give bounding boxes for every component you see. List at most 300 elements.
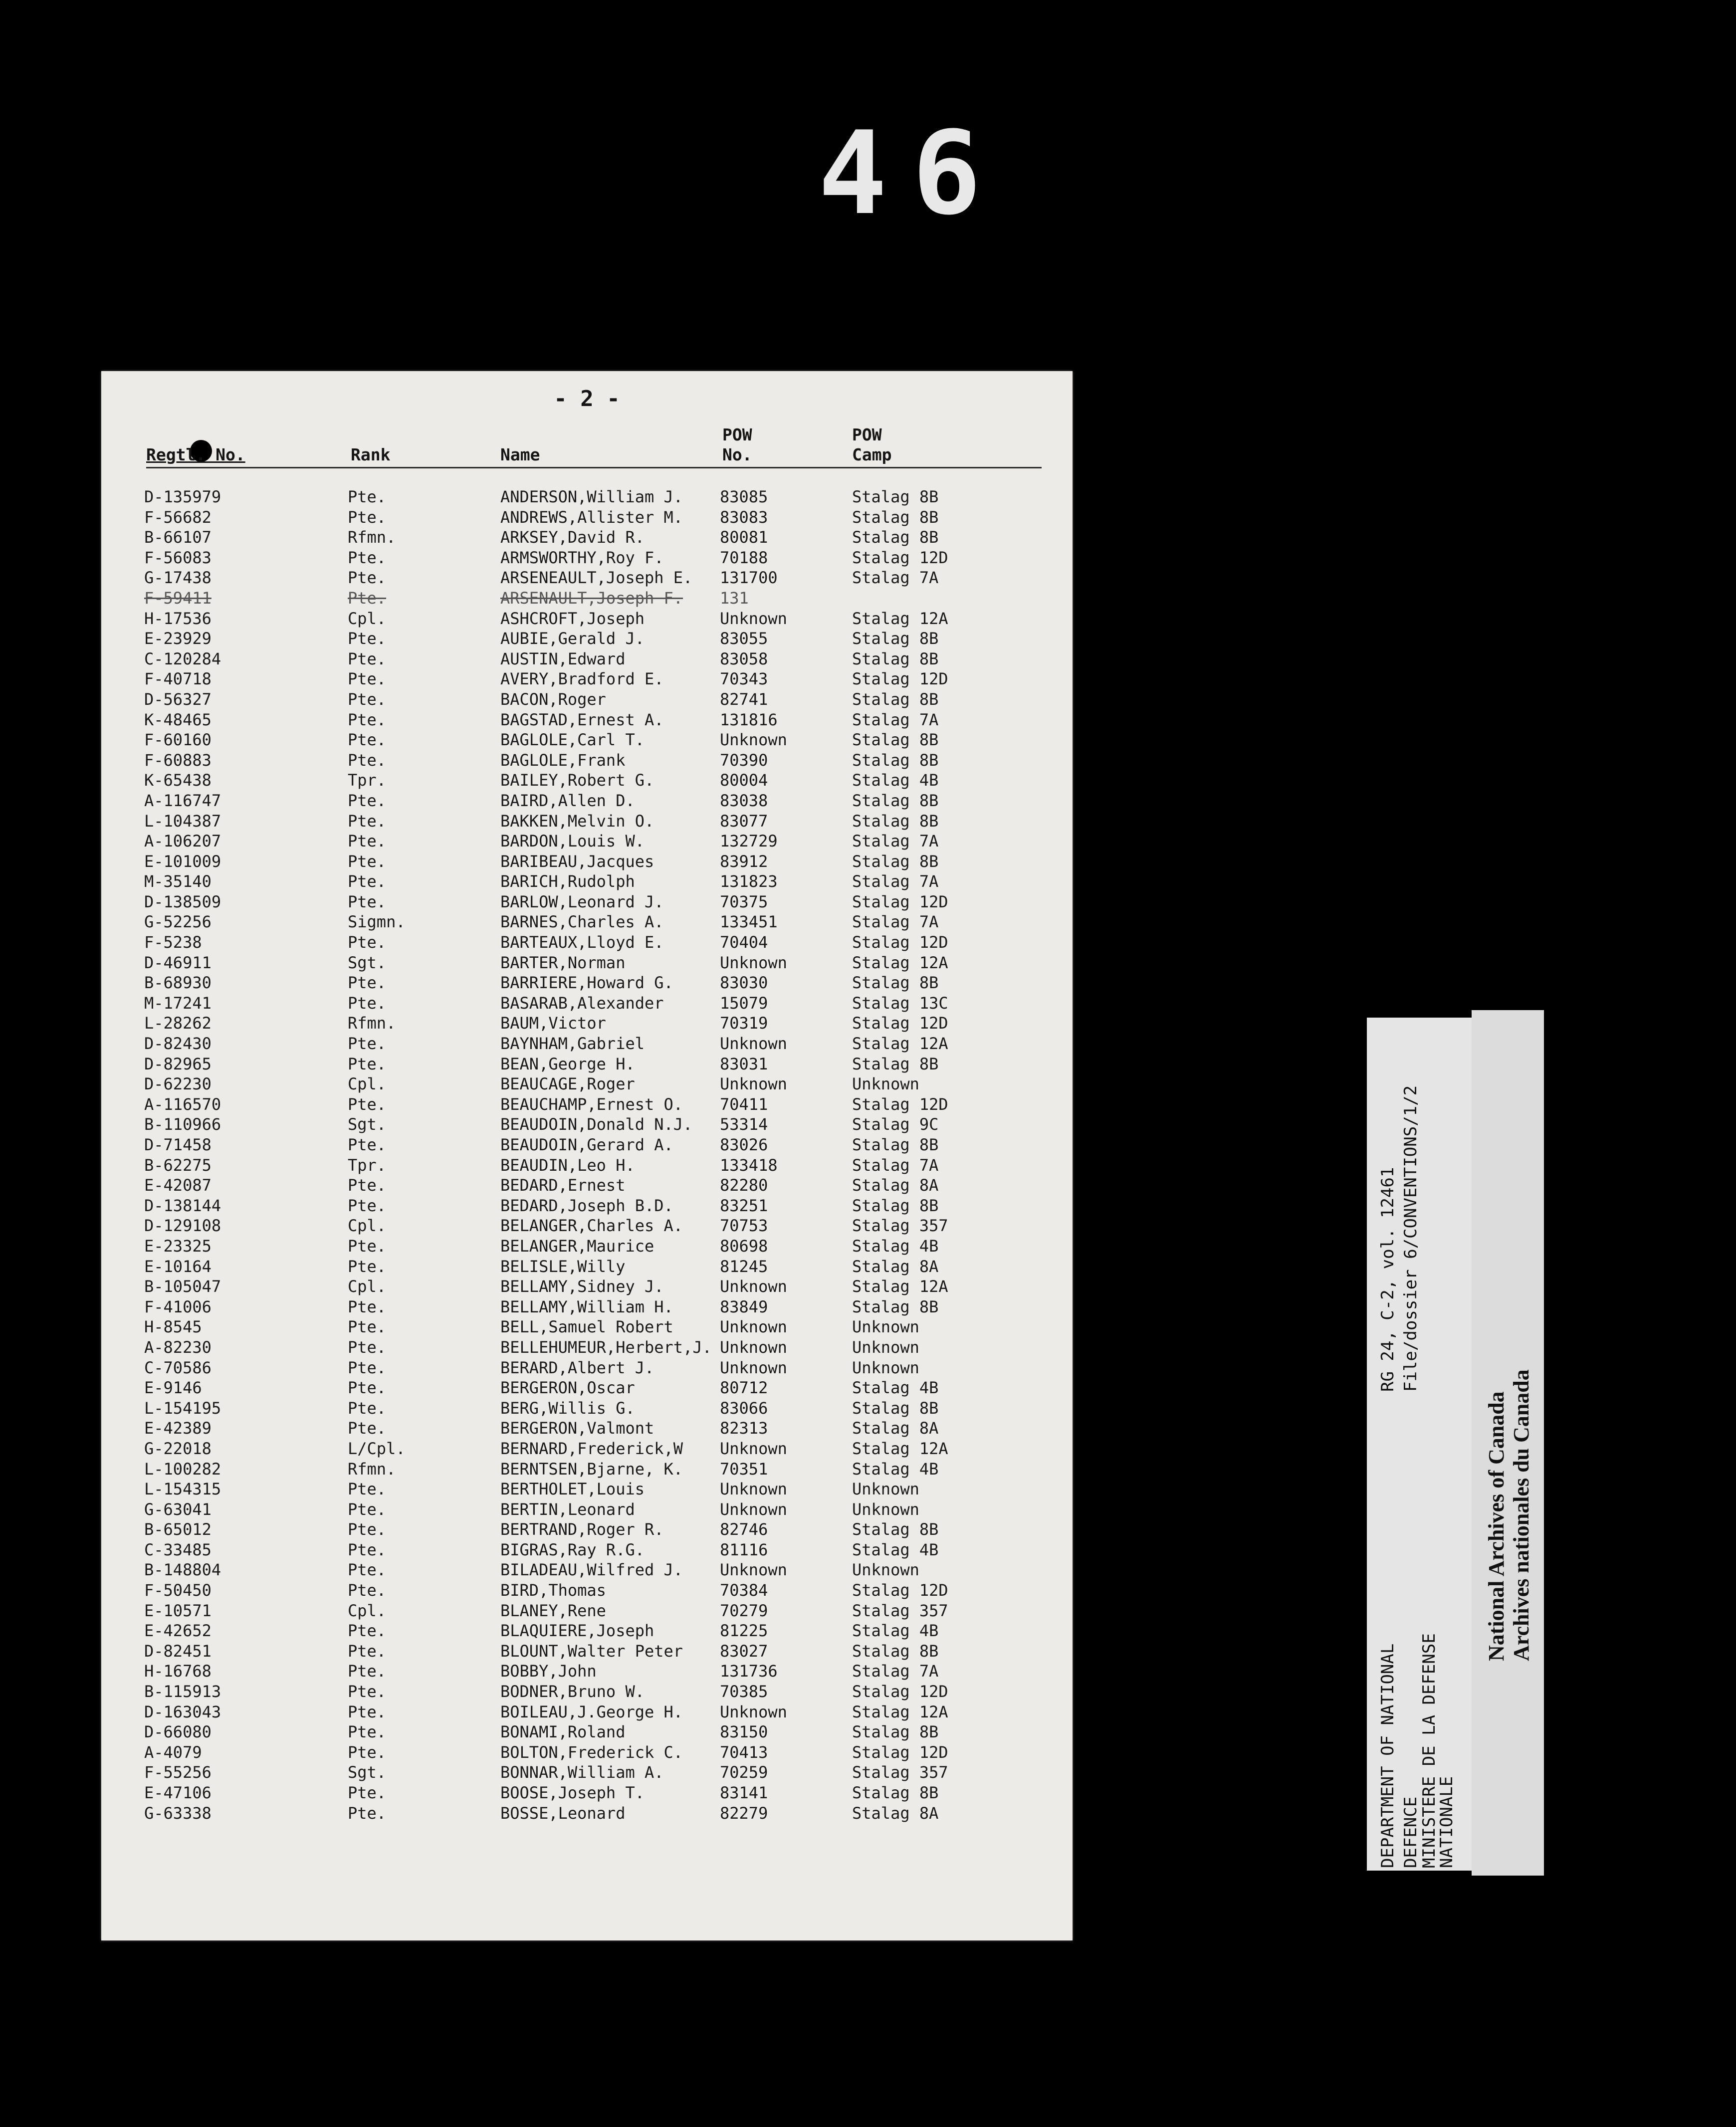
name-cell: BAILEY,Robert G. [500,771,654,790]
rank-cell: Pte. [348,811,387,831]
table-row [101,1479,1073,1499]
pow-no-cell: 70390 [720,750,768,770]
pow-no-cell: Unknown [720,1560,787,1580]
pow-camp-cell: Stalag 8B [852,528,939,547]
regt-no-cell: C-120284 [144,649,221,668]
pow-camp-cell: Stalag 8B [852,507,939,527]
rank-cell: Pte. [348,487,387,506]
pow-no-cell: 131823 [720,872,778,891]
pow-no-cell: 70188 [720,548,768,567]
name-cell: ANDREWS,Allister M. [500,507,683,527]
dept-en-line1: DEPARTMENT OF NATIONAL [1378,1643,1398,1868]
rank-cell: Cpl. [348,1277,387,1296]
pow-camp-cell: Stalag 12D [852,669,948,689]
pow-no-cell: 82280 [720,1176,768,1195]
rank-cell: Pte. [348,1560,387,1580]
name-cell: BARTER,Norman [500,953,626,972]
name-cell: BLOUNT,Walter Peter [500,1641,683,1661]
regt-no-cell: E-10571 [144,1601,212,1620]
table-row [101,932,1073,953]
rank-cell: Pte. [348,1337,387,1357]
name-cell: BEAUDOIN,Donald N.J. [500,1115,693,1134]
pow-no-cell: Unknown [720,1499,787,1519]
regt-no-cell: M-17241 [144,993,212,1013]
rank-cell: Pte. [348,1054,387,1073]
pow-no-cell: 81225 [720,1621,768,1641]
table-row [101,1276,1073,1297]
name-cell: BAGLOLE,Carl T. [500,730,645,750]
regt-no-cell: A-116570 [144,1094,221,1114]
pow-no-cell: Unknown [720,953,787,972]
archive-file: File/dossier 6/CONVENTIONS/1/2 [1401,1085,1421,1392]
rank-cell: Pte. [348,1540,387,1559]
page-number: - 2 - [554,386,620,412]
pow-camp-cell: Stalag 12A [852,1034,948,1054]
pow-no-cell: 82313 [720,1419,768,1438]
name-cell: BERNARD,Frederick,W [500,1439,683,1458]
rank-cell: Pte. [348,669,387,689]
table-row [101,811,1073,832]
table-row [101,1459,1073,1480]
pow-no-cell: Unknown [720,1702,787,1721]
regt-no-cell: C-33485 [144,1540,212,1559]
pow-camp-cell: Stalag 7A [852,872,939,891]
name-cell: BARRIERE,Howard G. [500,973,673,993]
table-row [101,1216,1073,1236]
regt-no-cell: L-154315 [144,1480,221,1499]
name-cell: BILADEAU,Wilfred J. [500,1560,683,1580]
pow-no-cell: 80698 [720,1236,768,1256]
table-row [101,1236,1073,1257]
regt-no-cell: A-106207 [144,832,221,851]
pow-camp-cell: Stalag 8B [852,1398,939,1418]
pow-no-cell: 131 [720,588,749,608]
regt-no-cell: F-5238 [144,933,202,952]
rank-cell: Pte. [348,1499,387,1519]
pow-camp-cell: Stalag 12A [852,953,948,972]
regt-no-cell: E-9146 [144,1378,202,1398]
name-cell: BELLAMY,William H. [500,1297,673,1316]
pow-no-cell: 83251 [720,1196,768,1215]
rank-cell: Pte. [348,629,387,648]
name-cell: ARKSEY,David R. [500,528,645,547]
name-cell: BOSSE,Leonard [500,1803,626,1823]
rank-cell: Pte. [348,791,387,810]
name-cell: BEDARD,Ernest [500,1176,626,1195]
regt-no-cell: B-62275 [144,1155,212,1175]
pow-camp-cell: Stalag 12A [852,1702,948,1721]
name-cell: BONAMI,Roland [500,1722,626,1742]
pow-no-cell: 83083 [720,507,768,527]
regt-no-cell: F-50450 [144,1581,212,1600]
pow-camp-cell: Stalag 8A [852,1803,939,1823]
regt-no-cell: D-129108 [144,1216,221,1236]
pow-no-cell: 83055 [720,629,768,648]
pow-no-cell: 133451 [720,912,778,932]
regt-no-cell: E-42652 [144,1621,212,1641]
name-cell: BODNER,Bruno W. [500,1682,645,1702]
pow-no-cell: 70319 [720,1014,768,1033]
pow-no-cell: 53314 [720,1115,768,1134]
pow-camp-cell: Stalag 8B [852,1520,939,1539]
regt-no-cell: F-55256 [144,1763,212,1782]
regt-no-cell: B-148804 [144,1560,221,1580]
dept-fr-line1: MINISTERE DE LA DEFENSE [1419,1633,1439,1868]
table-row [101,1702,1073,1722]
table-row [101,1601,1073,1621]
document-page [101,371,1073,1940]
header-rule [146,467,1042,468]
name-cell: BIRD,Thomas [500,1581,606,1600]
rank-cell: Pte. [348,1641,387,1661]
pow-no-cell: Unknown [720,1074,787,1094]
pow-no-cell: 83030 [720,973,768,993]
table-row [101,689,1073,710]
pow-no-cell: 15079 [720,993,768,1013]
table-row [101,1803,1073,1824]
regt-no-cell: K-48465 [144,710,212,729]
table-row [101,1641,1073,1662]
pow-no-cell: 83849 [720,1297,768,1316]
rank-cell: Pte. [348,1176,387,1195]
name-cell: ARMSWORTHY,Roy F. [500,548,664,567]
table-row [101,1540,1073,1560]
name-cell: BERTRAND,Roger R. [500,1520,664,1539]
rank-cell: Pte. [348,1742,387,1762]
rank-cell: Pte. [348,872,387,891]
table-row [101,1378,1073,1398]
name-cell: BARLOW,Leonard J. [500,892,664,911]
pow-camp-cell: Stalag 12D [852,1742,948,1762]
regt-no-cell: D-46911 [144,953,212,972]
rank-cell: Pte. [348,689,387,709]
name-cell: AVERY,Bradford E. [500,669,664,689]
pow-no-cell: 131816 [720,710,778,729]
regt-no-cell: H-16768 [144,1662,212,1681]
name-cell: BELANGER,Maurice [500,1236,654,1256]
pow-no-cell: 81116 [720,1540,768,1559]
regt-no-cell: G-52256 [144,912,212,932]
pow-no-cell: 133418 [720,1155,778,1175]
pow-camp-cell: Stalag 8B [852,649,939,668]
rank-cell: L/Cpl. [348,1439,406,1458]
name-cell: BLANEY,Rene [500,1601,606,1620]
table-row [101,1398,1073,1419]
pow-camp-cell: Unknown [852,1358,919,1377]
pow-camp-cell: Stalag 8B [852,973,939,993]
table-row [101,1682,1073,1702]
regt-no-cell: B-65012 [144,1520,212,1539]
regt-no-cell: M-35140 [144,872,212,891]
table-row [101,629,1073,649]
name-cell: BARDON,Louis W. [500,832,645,851]
table-row [101,1013,1073,1034]
name-cell: BERARD,Albert J. [500,1358,654,1377]
pow-no-cell: 82741 [720,689,768,709]
pow-no-cell: 70351 [720,1459,768,1479]
name-cell: BARTEAUX,Lloyd E. [500,933,664,952]
rank-cell: Sgt. [348,1763,387,1782]
rank-cell: Pte. [348,1297,387,1316]
name-cell: BERG,Willis G. [500,1398,635,1418]
rank-cell: Pte. [348,507,387,527]
table-row [101,791,1073,811]
table-row [101,1560,1073,1580]
table-row [101,993,1073,1014]
table-row [101,1519,1073,1540]
name-cell: BAUM,Victor [500,1014,606,1033]
regt-no-cell: E-42389 [144,1419,212,1438]
pow-camp-cell: Stalag 8B [852,1054,939,1073]
table-row [101,1499,1073,1520]
rank-cell: Pte. [348,548,387,567]
rank-cell: Pte. [348,1480,387,1499]
pow-camp-cell: Stalag 357 [852,1763,948,1782]
name-cell: BAYNHAM,Gabriel [500,1034,645,1054]
name-cell: ARSENAULT,Joseph F. [500,588,683,608]
pow-no-cell: Unknown [720,1439,787,1458]
pow-camp-cell: Stalag 4B [852,1236,939,1256]
pow-no-cell: 83077 [720,811,768,831]
rank-cell: Rfmn. [348,1014,396,1033]
rank-cell: Pte. [348,710,387,729]
name-cell: BELLAMY,Sidney J. [500,1277,664,1296]
pow-camp-cell: Unknown [852,1317,919,1337]
regt-no-cell: G-63338 [144,1803,212,1823]
pow-camp-cell: Stalag 12A [852,609,948,628]
rank-cell: Pte. [348,1682,387,1702]
pow-no-cell: 80081 [720,528,768,547]
table-row [101,1783,1073,1803]
pow-camp-cell: Unknown [852,1074,919,1094]
pow-no-cell: 70375 [720,892,768,911]
pow-no-cell: 83066 [720,1398,768,1418]
pow-camp-cell: Stalag 8B [852,487,939,506]
pow-no-cell: 83027 [720,1641,768,1661]
table-row [101,588,1073,609]
name-cell: BASARAB,Alexander [500,993,664,1013]
rank-cell: Pte. [348,1520,387,1539]
pow-camp-cell: Stalag 8B [852,811,939,831]
rank-cell: Pte. [348,973,387,993]
header-pow-camp: POW Camp [852,425,892,464]
regt-no-cell: B-66107 [144,528,212,547]
name-cell: BELL,Samuel Robert [500,1317,673,1337]
rank-cell: Sgt. [348,1115,387,1134]
prisoner-list [101,487,1073,1823]
pow-camp-cell: Stalag 8B [852,851,939,871]
regt-no-cell: F-60883 [144,750,212,770]
rank-cell: Sgt. [348,953,387,972]
regt-no-cell: F-56083 [144,548,212,567]
regt-no-cell: L-100282 [144,1459,221,1479]
table-row [101,1054,1073,1074]
name-cell: BELLEHUMEUR,Herbert,J. [500,1337,712,1357]
table-row [101,1135,1073,1155]
pow-no-cell: Unknown [720,609,787,628]
rank-cell: Pte. [348,1317,387,1337]
name-cell: BEAUDIN,Leo H. [500,1155,635,1175]
pow-camp-cell: Stalag 357 [852,1601,948,1620]
table-row [101,1621,1073,1641]
pow-no-cell: 70411 [720,1094,768,1114]
pow-camp-cell: Stalag 12D [852,933,948,952]
name-cell: BEAUCHAMP,Ernest O. [500,1094,683,1114]
pow-camp-cell: Stalag 8B [852,1641,939,1661]
pow-camp-cell: Unknown [852,1480,919,1499]
pow-no-cell: 83031 [720,1054,768,1073]
rank-cell: Pte. [348,1621,387,1641]
name-cell: BERTIN,Leonard [500,1499,635,1519]
table-row [101,1418,1073,1439]
regt-no-cell: D-66080 [144,1722,212,1742]
table-row [101,1337,1073,1358]
table-row [101,609,1073,629]
table-row [101,953,1073,973]
pow-no-cell: 81245 [720,1257,768,1276]
name-cell: BARIBEAU,Jacques [500,851,654,871]
archive-reference: RG 24, C-2, vol. 12461 [1378,1167,1398,1392]
header-pow-no: POW No. [722,425,752,464]
regt-no-cell: F-56682 [144,507,212,527]
rank-cell: Pte. [348,1398,387,1418]
table-row [101,912,1073,932]
name-cell: BARICH,Rudolph [500,872,635,891]
name-cell: BERGERON,Valmont [500,1419,654,1438]
table-row [101,871,1073,892]
table-row [101,831,1073,851]
pow-camp-cell: Stalag 8B [852,750,939,770]
pow-camp-cell: Stalag 4B [852,1621,939,1641]
table-row [101,1358,1073,1378]
name-cell: BAKKEN,Melvin O. [500,811,654,831]
table-row [101,1762,1073,1783]
rank-cell: Pte. [348,1419,387,1438]
rank-cell: Pte. [348,933,387,952]
table-row [101,669,1073,689]
pow-camp-cell: Stalag 7A [852,832,939,851]
table-row [101,1074,1073,1094]
regt-no-cell: D-138144 [144,1196,221,1215]
regt-no-cell: D-135979 [144,487,221,506]
frame-number: 46 [818,107,1006,240]
table-row [101,1175,1073,1196]
table-row [101,851,1073,872]
pow-no-cell: 70385 [720,1682,768,1702]
table-row [101,1114,1073,1135]
pow-no-cell: 83150 [720,1722,768,1742]
regt-no-cell: D-71458 [144,1135,212,1154]
archive-name-en: National Archives of Canada [1484,1391,1509,1661]
table-row [101,973,1073,993]
pow-camp-cell: Stalag 7A [852,912,939,932]
rank-cell: Pte. [348,1783,387,1802]
table-row [101,1580,1073,1601]
pow-no-cell: 83085 [720,487,768,506]
pow-no-cell: 131736 [720,1662,778,1681]
pow-no-cell: 70404 [720,933,768,952]
table-row [101,507,1073,528]
rank-cell: Pte. [348,1581,387,1600]
rank-cell: Cpl. [348,1074,387,1094]
pow-camp-cell: Stalag 4B [852,771,939,790]
rank-cell: Pte. [348,1196,387,1215]
pow-camp-cell: Stalag 7A [852,1662,939,1681]
rank-cell: Pte. [348,730,387,750]
rank-cell: Tpr. [348,771,387,790]
rank-cell: Cpl. [348,609,387,628]
table-row [101,1661,1073,1682]
rank-cell: Pte. [348,832,387,851]
regt-no-cell: F-59411 [144,588,212,608]
rank-cell: Pte. [348,649,387,668]
name-cell: BLAQUIERE,Joseph [500,1621,654,1641]
table-row [101,1297,1073,1317]
regt-no-cell: D-82965 [144,1054,212,1073]
rank-cell: Pte. [348,588,387,608]
pow-no-cell: Unknown [720,1337,787,1357]
pow-camp-cell: Stalag 8B [852,1783,939,1802]
table-row [101,710,1073,730]
pow-no-cell: Unknown [720,1358,787,1377]
pow-no-cell: 70753 [720,1216,768,1236]
rank-cell: Pte. [348,892,387,911]
name-cell: BOBBY,John [500,1662,597,1681]
name-cell: BAIRD,Allen D. [500,791,635,810]
name-cell: BOLTON,Frederick C. [500,1742,683,1762]
pow-camp-cell: Stalag 8B [852,1135,939,1154]
rank-cell: Pte. [348,1722,387,1742]
regt-no-cell: B-110966 [144,1115,221,1134]
table-row [101,1439,1073,1459]
regt-no-cell: L-154195 [144,1398,221,1418]
rank-cell: Pte. [348,1135,387,1154]
name-cell: AUBIE,Gerald J. [500,629,645,648]
rank-cell: Cpl. [348,1216,387,1236]
header-rank: Rank [351,445,391,464]
name-cell: BAGSTAD,Ernest A. [500,710,664,729]
regt-no-cell: G-17438 [144,568,212,588]
pow-no-cell: Unknown [720,1277,787,1296]
regt-no-cell: G-22018 [144,1439,212,1458]
table-row [101,730,1073,750]
table-row [101,1742,1073,1763]
regt-no-cell: F-41006 [144,1297,212,1316]
name-cell: BELISLE,Willy [500,1257,626,1276]
name-cell: BONNAR,William A. [500,1763,664,1782]
name-cell: BAGLOLE,Frank [500,750,626,770]
name-cell: BEAUDOIN,Gerard A. [500,1135,673,1154]
pow-camp-cell: Stalag 8B [852,791,939,810]
pow-camp-cell: Stalag 12D [852,1682,948,1702]
header-name: Name [500,445,540,464]
rank-cell: Rfmn. [348,1459,396,1479]
regt-no-cell: E-101009 [144,851,221,871]
rank-cell: Pte. [348,1358,387,1377]
pow-camp-cell: Stalag 13C [852,993,948,1013]
table-row [101,1155,1073,1176]
pow-camp-cell: Unknown [852,1560,919,1580]
regt-no-cell: D-138509 [144,892,221,911]
pow-no-cell: 70384 [720,1581,768,1600]
pow-camp-cell: Stalag 12D [852,1094,948,1114]
pow-no-cell: 83912 [720,851,768,871]
pow-no-cell: 70259 [720,1763,768,1782]
regt-no-cell: D-163043 [144,1702,221,1721]
rank-cell: Pte. [348,851,387,871]
table-row [101,1317,1073,1337]
pow-camp-cell: Stalag 357 [852,1216,948,1236]
